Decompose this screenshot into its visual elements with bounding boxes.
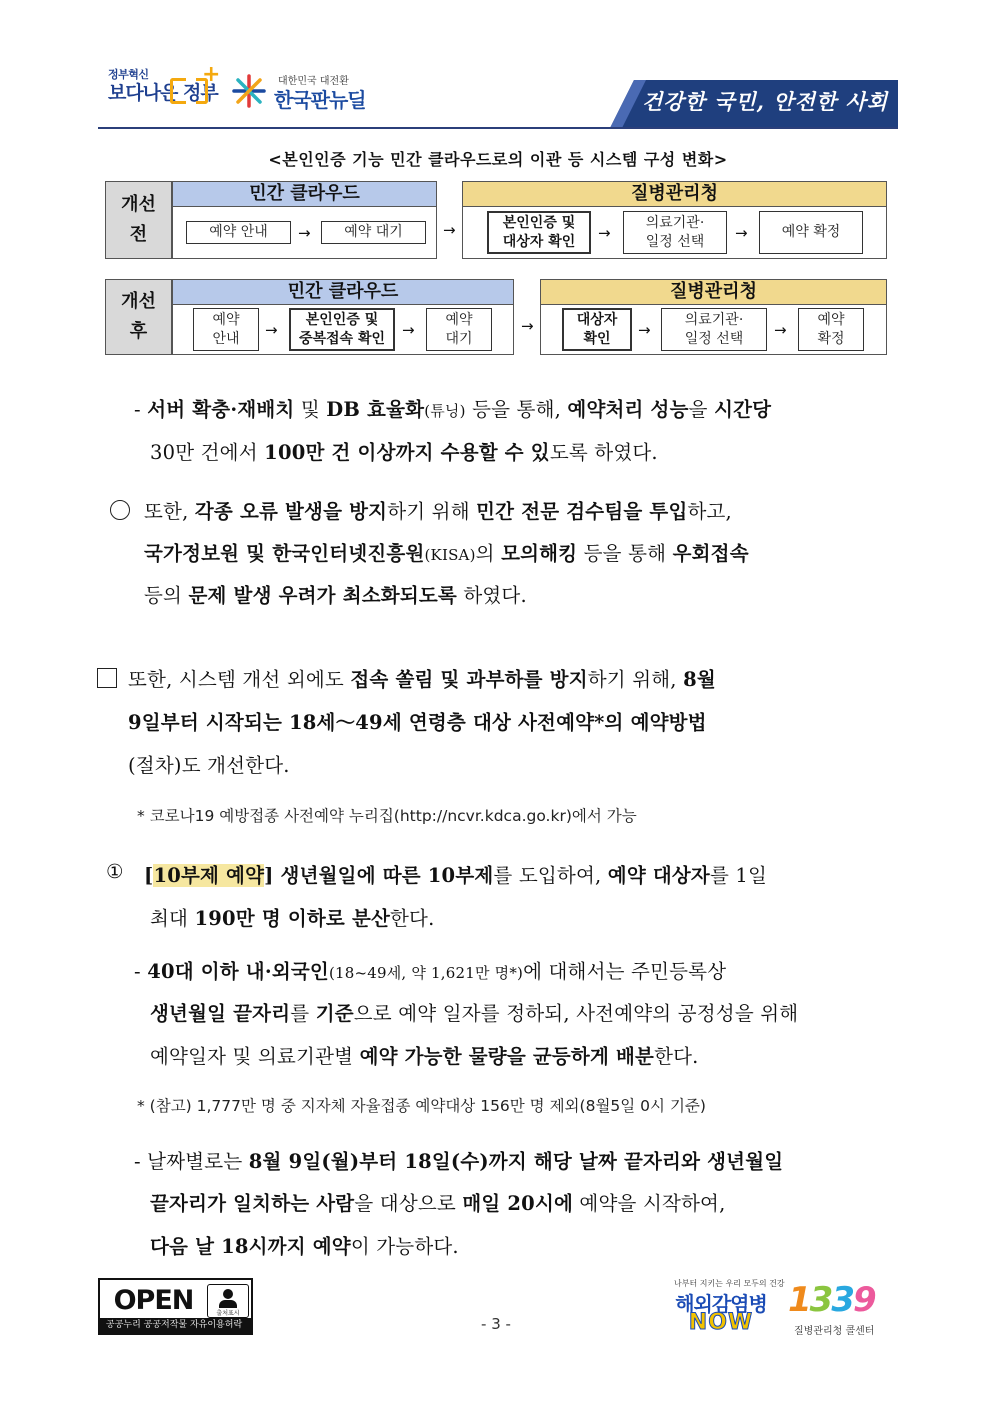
text-run-bold: 8월 — [683, 668, 716, 691]
p6-line3 — [150, 1231, 459, 1259]
text-run-bold: 생년월일에 따른 10부제 — [280, 864, 494, 887]
text-run: 하고, — [687, 500, 732, 523]
call-digit: 9 — [853, 1280, 875, 1320]
arrow-icon: → — [443, 221, 456, 239]
after-label — [105, 279, 172, 355]
page-number: - 3 - — [481, 1315, 511, 1333]
p2-line1 — [144, 496, 732, 524]
call-center-1339-logo — [786, 1280, 898, 1338]
p1-line1 — [134, 394, 771, 422]
before-kdca-title: 질병관리청 — [463, 182, 886, 207]
p2-line2 — [144, 538, 749, 566]
text-run-bold: 모의해킹 — [501, 542, 578, 565]
before-step-auth-check: 본인인증 및 대상자 확인 — [487, 211, 591, 254]
text-run-bold: 8월 9일(월)부터 18일(수)까지 해당 날짜 끝자리와 생년월일 — [248, 1150, 784, 1173]
logo1-big-text: 보다나은 정부 — [108, 82, 218, 104]
after-step-confirm: 예약 확정 — [798, 308, 864, 351]
text-run: 를 도입하여, — [493, 864, 608, 887]
text-run: - — [134, 398, 148, 421]
after-label-line1: 개선 — [121, 291, 156, 312]
after-kdca-title: 질병관리청 — [541, 280, 886, 305]
p5-line2 — [150, 998, 798, 1026]
new-deal-star-icon — [232, 74, 266, 108]
text-run: 등의 — [144, 584, 189, 607]
after-step-reservation-guide: 예약 안내 — [193, 308, 259, 351]
text-run: 등을 통해, — [465, 398, 568, 421]
after-cloud-title: 민간 클라우드 — [173, 280, 513, 305]
text-run: 최대 — [150, 907, 195, 930]
text-run: 또한, — [144, 500, 195, 523]
text-run: 하기 위해, — [587, 668, 684, 691]
after-kdca-panel — [540, 279, 887, 355]
p6-line2 — [150, 1188, 726, 1216]
text-run-bold: 다음 날 18시까지 예약 — [150, 1235, 351, 1258]
open-label: OPEN — [113, 1285, 194, 1316]
logo2-big-text: 한국판뉴딜 — [274, 88, 366, 112]
p3-line1 — [128, 664, 716, 692]
now-small-text: 나부터 지키는 우리 모두의 건강 — [674, 1279, 785, 1288]
arrow-icon: → — [402, 321, 415, 339]
text-run-bold: 우회접속 — [672, 542, 749, 565]
text-run: 이 가능하다. — [350, 1235, 459, 1258]
text-run: 및 — [294, 398, 327, 421]
before-step-confirm: 예약 확정 — [759, 211, 863, 254]
before-cloud-title: 민간 클라우드 — [173, 182, 436, 207]
text-run-small: (KISA) — [424, 546, 476, 564]
text-run-bold: 서버 확충·재배치 — [147, 398, 295, 421]
text-run: 을 — [688, 398, 715, 421]
text-run: 를 1일 — [709, 864, 768, 887]
p2-line3 — [144, 580, 527, 608]
text-run-bold: 기준 — [315, 1002, 354, 1025]
before-cloud-panel — [172, 181, 437, 259]
text-run-bold: 문제 발생 우려가 최소화되도록 — [188, 584, 457, 607]
text-run: 예약일자 및 의료기관별 — [150, 1045, 360, 1068]
text-run-bold: ] — [264, 864, 281, 887]
before-kdca-panel — [462, 181, 887, 259]
after-step-auth-dup-check: 본인인증 및 중복접속 확인 — [289, 308, 395, 351]
arrow-icon: → — [265, 321, 278, 339]
text-run-bold: 190만 명 이하로 분산 — [194, 907, 391, 930]
arrow-icon: → — [638, 321, 651, 339]
p4-number: ① — [106, 860, 124, 883]
after-step-reservation-wait: 예약 대기 — [426, 308, 492, 351]
text-run: 에 대해서는 주민등록상 — [523, 960, 727, 983]
text-run-bold: 예약 대상자 — [607, 864, 710, 887]
text-run-bold: 시간당 — [714, 398, 772, 421]
text-run-small: (18~49세, 약 1,621만 명*) — [328, 964, 524, 982]
logo1-small-text: 정부혁신 — [108, 68, 149, 81]
text-run: 예약을 시작하여, — [573, 1192, 726, 1215]
call-digit: 3 — [831, 1280, 854, 1320]
arrow-icon: → — [298, 224, 311, 242]
text-run: 또한, 시스템 개선 외에도 — [128, 668, 351, 691]
p6-line1 — [134, 1146, 783, 1174]
text-run-bold: 민간 전문 검수팀을 투입 — [476, 500, 688, 523]
text-run: - 날짜별로는 — [134, 1150, 249, 1173]
text-run: 등을 통해 — [577, 542, 673, 565]
text-run: 도 개선한다. — [181, 754, 290, 777]
text-run-bold: 접속 쏠림 및 과부하를 방지 — [350, 668, 588, 691]
plus-icon: + — [202, 62, 221, 87]
before-label-line1: 개선 — [121, 194, 156, 215]
call-digit: 3 — [809, 1280, 832, 1320]
text-run: 한다. — [390, 907, 435, 930]
now-sub: NOW — [688, 1310, 754, 1335]
text-run: 도록 하였다. — [549, 441, 658, 464]
text-run: 30만 건에서 — [150, 441, 265, 464]
text-run: (절차) — [128, 754, 182, 777]
diagram-title: <본인인증 기능 민간 클라우드로의 이관 등 시스템 구성 변화> — [268, 150, 728, 169]
open-sub-text: 공공누리 공공저작물 자유이용허락 — [100, 1318, 251, 1333]
text-run-bold: 각종 오류 발생을 방지 — [194, 500, 388, 523]
text-run-bold: 매일 20시에 — [462, 1192, 574, 1215]
text-run-bold: 국가정보원 및 한국인터넷진흥원 — [144, 542, 425, 565]
text-run: 하였다. — [456, 584, 527, 607]
before-label-line2: 전 — [129, 224, 148, 245]
text-run-bold: 100만 건 이상까지 수용할 수 있 — [264, 441, 550, 464]
after-step-target-check: 대상자 확인 — [562, 308, 632, 351]
text-run-bold: 40대 이하 내·외국인 — [147, 960, 329, 983]
before-step-clinic-select: 의료기관· 일정 선택 — [623, 211, 727, 254]
text-run-small: (튜닝) — [424, 402, 466, 420]
slogan-text: 건강한 국민, 안전한 사회 — [641, 89, 889, 114]
gov-innovation-logo — [108, 62, 221, 104]
logo2-small-text: 대한민국 대전환 — [278, 76, 349, 87]
text-run-bold: 예약처리 성능 — [567, 398, 689, 421]
attribution-person-icon — [207, 1284, 249, 1318]
overseas-infection-now-logo — [666, 1278, 785, 1338]
call-digit: 1 — [788, 1280, 810, 1320]
arrow-icon: → — [521, 317, 534, 335]
call-number — [788, 1280, 875, 1320]
bracket-left-icon — [170, 78, 186, 104]
p5-line3 — [150, 1041, 699, 1069]
after-label-line2: 후 — [129, 321, 148, 342]
attribution-text: 출처표시 — [216, 1310, 240, 1317]
footnote-2: * (참고) 1,777만 명 중 지자체 자율접종 예약대상 156만 명 제외(8월5일 0시 기준) — [137, 1097, 706, 1115]
text-run: 으로 예약 일자를 정하되, 사전예약의 공정성을 위해 — [353, 1002, 799, 1025]
circle-bullet-icon — [110, 500, 130, 520]
text-run-bold: 9일부터 시작되는 18세～49세 연령층 대상 사전예약*의 예약방법 — [128, 711, 707, 734]
text-run: 의 — [475, 542, 502, 565]
now-title: 해외감염병 — [675, 1292, 767, 1316]
highlight-10-rotation: 10부제 예약 — [153, 864, 265, 887]
p4-line1 — [144, 860, 767, 888]
text-run: 한다. — [654, 1045, 699, 1068]
before-step-reservation-wait: 예약 대기 — [321, 221, 426, 244]
kogl-open-license-badge — [98, 1278, 253, 1335]
text-run-bold: 생년월일 끝자리 — [150, 1002, 291, 1025]
arrow-icon: → — [598, 224, 611, 242]
text-run: 를 — [290, 1002, 316, 1025]
after-cloud-panel — [172, 279, 514, 355]
text-run: - — [134, 960, 148, 983]
before-label — [105, 181, 172, 259]
text-run-bold: [ — [144, 864, 154, 887]
text-run: 하기 위해 — [387, 500, 477, 523]
before-step-reservation-guide: 예약 안내 — [186, 221, 291, 244]
call-center-sub: 질병관리청 콜센터 — [794, 1326, 875, 1337]
text-run-bold: 끝자리가 일치하는 사람 — [150, 1192, 355, 1215]
p5-line1 — [134, 956, 726, 984]
arrow-icon: → — [774, 321, 787, 339]
text-run-bold: 예약 가능한 물량을 균등하게 배분 — [359, 1045, 655, 1068]
p3-line2 — [128, 707, 707, 735]
text-run: 을 대상으로 — [354, 1192, 463, 1215]
page-header — [0, 0, 992, 140]
p4-line2 — [150, 903, 435, 931]
footnote-1: * 코로나19 예방접종 사전예약 누리집(http://ncvr.kdca.go.kr)에서 가능 — [137, 807, 637, 825]
square-bullet-icon — [97, 668, 117, 688]
text-run-bold: DB 효율화 — [326, 398, 425, 421]
p3-line3 — [128, 750, 290, 778]
arrow-icon: → — [735, 224, 748, 242]
after-step-clinic-select: 의료기관· 일정 선택 — [661, 308, 767, 351]
p1-line2 — [150, 437, 658, 465]
header-divider — [98, 127, 898, 129]
